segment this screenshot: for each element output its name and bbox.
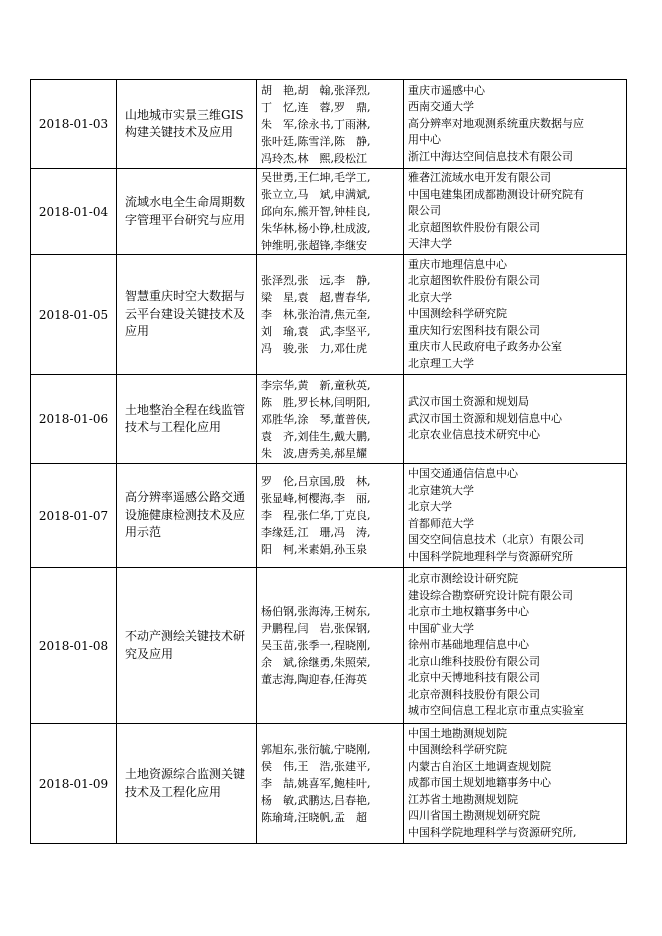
project-title-cell — [117, 80, 257, 169]
table-row — [31, 568, 627, 724]
contributor-line: 陈瑜琦,汪晓帆,孟 超 — [261, 811, 367, 824]
awards-table — [30, 79, 627, 844]
contributor-line: 刘 瑜,袁 武,李坚平, — [261, 325, 371, 338]
contributor-line: 余 斌,徐继勇,朱照荣, — [261, 656, 371, 669]
organization-line: 北京山维科技股份有限公司 — [408, 654, 540, 668]
project-title: 高分辨率遥感公路交通设施健康检测技术及应用示范 — [125, 490, 246, 540]
contributor-line: 吴玉苗,张季一,程晓刚, — [261, 639, 371, 652]
organization-line: 限公司 — [408, 204, 441, 218]
organizations-cell — [404, 375, 627, 464]
organizations-cell — [404, 169, 627, 255]
contributor-line: 侯 伟,王 浩,张建平, — [261, 760, 371, 773]
contributor-line: 邱向东,熊开智,钟桂良, — [261, 205, 371, 218]
table-row — [31, 169, 627, 255]
organization-line: 天津大学 — [408, 237, 452, 251]
organization-line: 北京市测绘设计研究院 — [408, 572, 518, 586]
project-id-cell: 2018-01-05 — [31, 255, 117, 375]
contributor-line: 袁 齐,刘佳生,戴大鹏, — [261, 429, 371, 443]
contributor-line: 邓胜华,涂 琴,董普侠, — [261, 412, 371, 426]
project-title-cell — [117, 255, 257, 375]
contributors-cell — [257, 568, 404, 724]
contributor-line: 李 林,张治清,焦元奎, — [261, 308, 371, 321]
organizations-cell — [404, 568, 627, 724]
organization-line: 雅砻江流域水电开发有限公司 — [408, 171, 551, 185]
organization-line: 江苏省土地勘测规划院 — [408, 792, 518, 806]
table-row — [31, 724, 627, 844]
project-title-cell — [117, 375, 257, 464]
contributor-line: 张泽烈,张 远,李 静, — [261, 274, 371, 287]
organization-line: 中国交通通信信息中心 — [408, 467, 518, 480]
organization-line: 北京理工大学 — [408, 356, 474, 370]
organization-line: 高分辨率对地观测系统重庆数据与应 — [408, 116, 584, 130]
contributor-line: 朱华林,杨小铮,杜成波, — [261, 222, 371, 235]
organization-line: 北京大学 — [408, 500, 452, 513]
contributor-line: 陈 胜,罗长林,闫明阳, — [261, 395, 371, 409]
project-id-cell: 2018-01-04 — [31, 169, 117, 255]
organization-line: 重庆知行宏图科技有限公司 — [408, 323, 540, 337]
organization-line: 中国电建集团成都勘测设计研究院有 — [408, 187, 584, 201]
organization-line: 中国科学院地理科学与资源研究所 — [408, 549, 573, 563]
organization-line: 武汉市国土资源和规划信息中心 — [408, 411, 562, 425]
organization-line: 北京市土地权籍事务中心 — [408, 605, 529, 619]
project-title-cell — [117, 169, 257, 255]
organization-line: 首都师范大学 — [408, 516, 474, 530]
organization-line: 北京建筑大学 — [408, 483, 474, 497]
organization-line: 城市空间信息工程北京市重点实验室 — [408, 704, 584, 718]
project-id-cell: 2018-01-09 — [31, 724, 117, 844]
project-id-cell: 2018-01-06 — [31, 375, 117, 464]
project-title-cell — [117, 568, 257, 724]
organization-line: 重庆市地理信息中心 — [408, 257, 507, 271]
organizations-cell — [404, 724, 627, 844]
project-id-cell: 2018-01-08 — [31, 568, 117, 724]
contributor-line: 李缘廷,江 珊,冯 涛, — [261, 526, 371, 539]
contributor-line: 梁 星,袁 超,曹春华, — [261, 291, 371, 304]
contributor-line: 罗 伦,吕京国,殷 林, — [261, 475, 371, 488]
contributor-line: 冯玲杰,林 熙,段松江 — [261, 151, 367, 165]
organization-line: 重庆市遥感中心 — [408, 83, 485, 97]
contributor-line: 董志海,陶迎春,任海英 — [261, 673, 367, 686]
organizations-cell — [404, 255, 627, 375]
contributor-line: 李 程,张仁华,丁克良, — [261, 509, 371, 522]
awards-table-body — [31, 80, 627, 844]
contributor-line: 吴世勇,王仁坤,毛学工, — [261, 171, 371, 184]
organization-line: 中国测绘科学研究院 — [408, 307, 507, 321]
project-title-cell — [117, 464, 257, 568]
contributor-line: 朱 波,唐秀美,郝星耀 — [261, 446, 367, 460]
organization-line: 国交空间信息技术（北京）有限公司 — [408, 533, 584, 546]
contributor-line: 朱 军,徐永书,丁雨淋, — [261, 117, 371, 131]
organization-line: 武汉市国土资源和规划局 — [408, 395, 529, 409]
organization-line: 建设综合勘察研究设计院有限公司 — [408, 588, 573, 602]
contributors-cell — [257, 80, 404, 169]
project-title: 土地资源综合监测关键技术及工程化应用 — [125, 767, 246, 799]
contributor-line: 张立立,马 斌,申满斌, — [261, 188, 371, 201]
project-title: 山地城市实景三维GIS构建关键技术及应用 — [125, 107, 244, 139]
table-row — [31, 375, 627, 464]
organization-line: 浙江中海达空间信息技术有限公司 — [408, 149, 573, 163]
contributor-line: 冯 骏,张 力,邓仕虎 — [261, 342, 367, 355]
project-title: 流域水电全生命周期数字管理平台研究与应用 — [125, 195, 246, 227]
organizations-cell — [404, 80, 627, 169]
organization-line: 中国测绘科学研究院 — [408, 743, 507, 757]
organization-line: 中国科学院地理科学与资源研究所, — [408, 825, 577, 839]
organization-line: 北京农业信息技术研究中心 — [408, 428, 540, 442]
contributor-line: 郭旭东,张衍毓,宁晓刚, — [261, 743, 371, 756]
project-title: 土地整治全程在线监管技术与工程化应用 — [125, 402, 246, 434]
organization-line: 成都市国土规划地籍事务中心 — [408, 776, 551, 790]
contributor-line: 阳 柯,米素娟,孙玉泉 — [261, 543, 367, 556]
contributor-line: 张叶廷,陈雪洋,陈 静, — [261, 134, 371, 148]
contributor-line: 李宗华,黄 新,童秋英, — [261, 378, 371, 392]
organization-line: 重庆市人民政府电子政务办公室 — [408, 340, 562, 354]
contributor-line: 张显峰,柯樱海,李 丽, — [261, 492, 371, 505]
table-row — [31, 464, 627, 568]
contributors-cell — [257, 169, 404, 255]
contributor-line: 胡 艳,胡 翰,张泽烈, — [261, 83, 371, 97]
project-title: 智慧重庆时空大数据与云平台建设关键技术及应用 — [125, 289, 246, 339]
organization-line: 徐州市基础地理信息中心 — [408, 638, 529, 652]
contributors-cell — [257, 255, 404, 375]
contributor-line: 丁 忆,连 蓉,罗 鼎, — [261, 100, 371, 114]
organization-line: 中国矿业大学 — [408, 621, 474, 635]
organization-line: 北京超图软件股份有限公司 — [408, 220, 540, 234]
contributor-line: 尹鹏程,闫 岩,张保钢, — [261, 622, 371, 635]
project-title: 不动产测绘关键技术研究及应用 — [125, 629, 246, 661]
organization-line: 四川省国土勘测规划研究院 — [408, 809, 540, 823]
contributor-line: 杨伯钢,张海涛,王树东, — [261, 605, 371, 618]
organization-line: 北京帝测科技股份有限公司 — [408, 687, 540, 701]
contributors-cell — [257, 724, 404, 844]
table-row — [31, 255, 627, 375]
contributor-line: 杨 敏,武鹏达,吕春艳, — [261, 794, 371, 807]
organization-line: 北京超图软件股份有限公司 — [408, 274, 540, 288]
contributors-cell — [257, 375, 404, 464]
project-title-cell — [117, 724, 257, 844]
organization-line: 北京中天博地科技有限公司 — [408, 671, 540, 685]
project-id-cell: 2018-01-03 — [31, 80, 117, 169]
project-id-cell: 2018-01-07 — [31, 464, 117, 568]
organizations-cell — [404, 464, 627, 568]
contributor-line: 李 喆,姚喜军,鲍桂叶, — [261, 777, 371, 790]
organization-line: 西南交通大学 — [408, 100, 474, 114]
organization-line: 用中心 — [408, 133, 441, 147]
table-row — [31, 80, 627, 169]
contributors-cell — [257, 464, 404, 568]
contributor-line: 钟维明,张超锋,李继安 — [261, 239, 367, 252]
organization-line: 北京大学 — [408, 290, 452, 304]
organization-line: 中国土地勘测规划院 — [408, 726, 507, 740]
organization-line: 内蒙古自治区土地调查规划院 — [408, 759, 551, 773]
